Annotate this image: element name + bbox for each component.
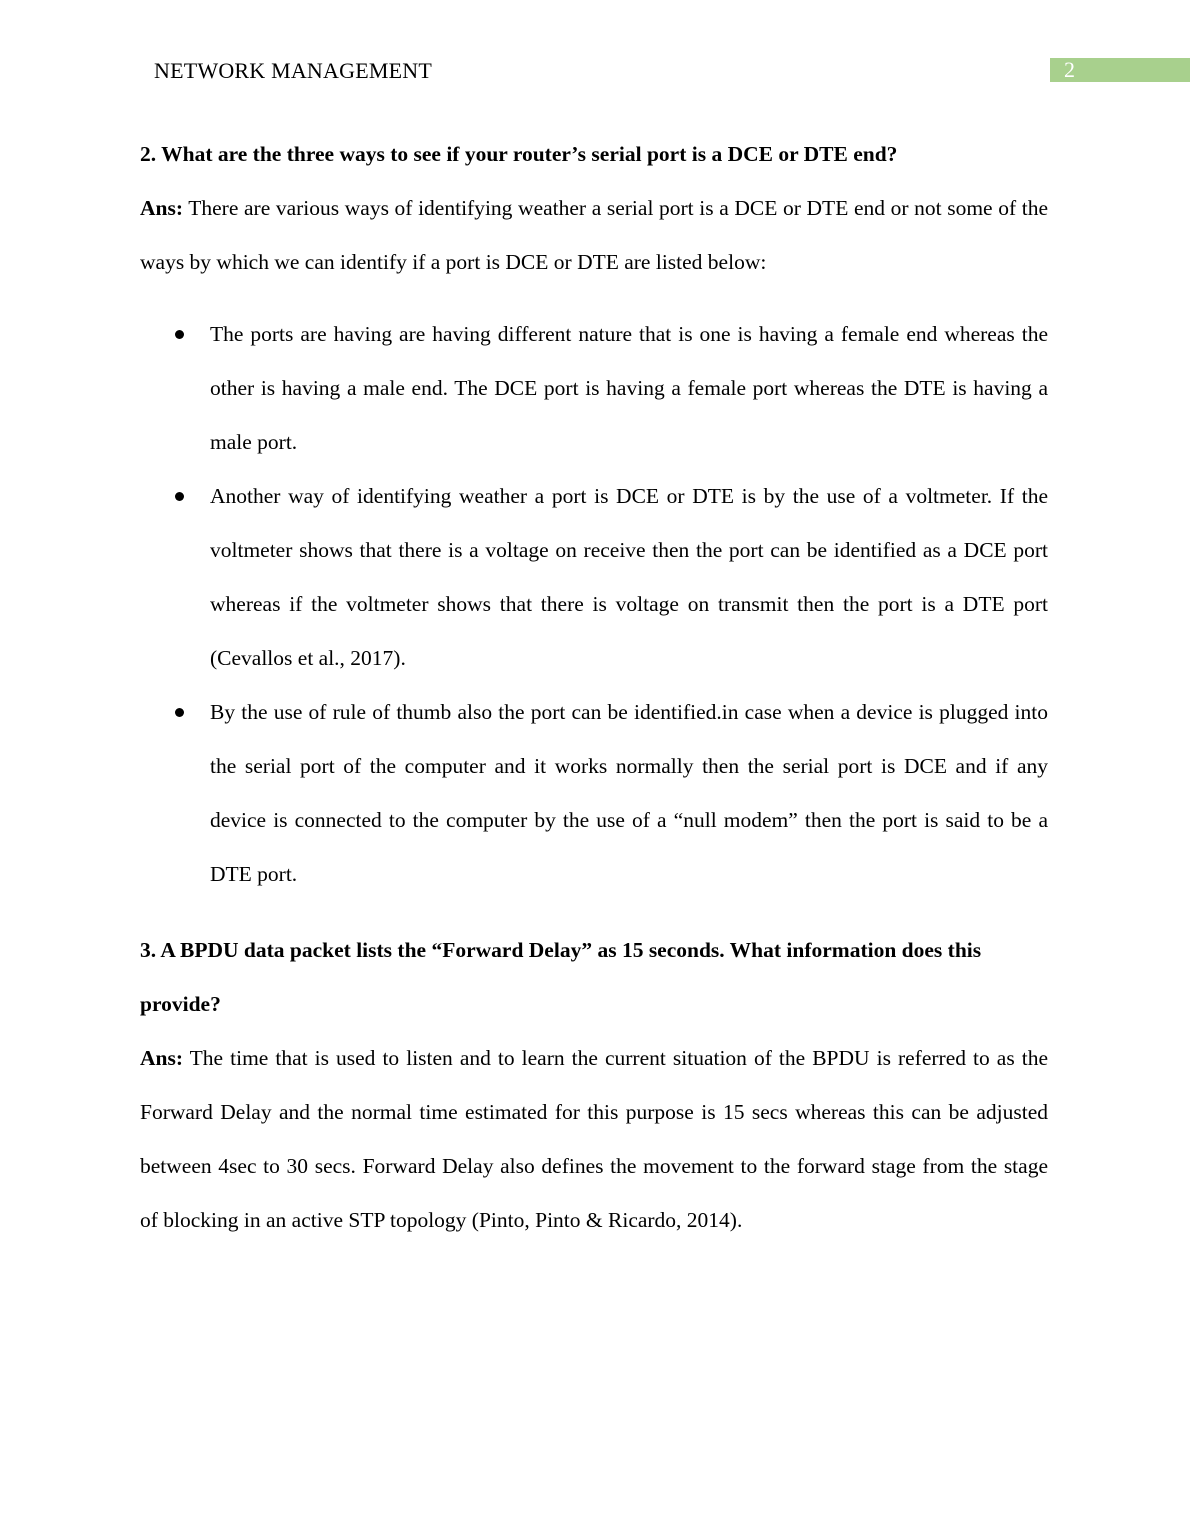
page-number: 2 <box>1064 57 1075 82</box>
answer-2-text: There are various ways of identifying weather a serial port is a DCE or DTE end or not some of the ways by which we can identify if a port is DCE or DTE are listed below: <box>140 196 1048 274</box>
bullet-icon <box>175 330 184 339</box>
answer-2-intro <box>140 181 1048 289</box>
answer-label: Ans: <box>140 196 184 220</box>
answer-3-text: The time that is used to listen and to learn the current situation of the BPDU is referred to as the Forward Delay and the normal time estimated for this purpose is 15 secs whereas this can be adjusted between 4sec to 30 secs. Forward Delay also defines the movement to the forward stage from the stage of blocking in an active STP topology (Pinto, Pinto & Ricardo, 2014). <box>140 1046 1048 1232</box>
answer-label: Ans: <box>140 1046 184 1070</box>
list-item <box>140 685 1048 901</box>
question-3-heading: 3. A BPDU data packet lists the “Forward Delay” as 15 seconds. What information does this provide? <box>140 938 982 1016</box>
bullet-icon <box>175 708 184 717</box>
question-2-heading: 2. What are the three ways to see if your router’s serial port is a DCE or DTE end? <box>140 142 898 166</box>
list-item-text: By the use of rule of thumb also the port can be identified.in case when a device is plugged into the serial port of the computer and it works normally then the serial port is DCE and if any device is connected to the computer by the use of a “null modem” then the port is said to be a DTE port. <box>210 700 1048 886</box>
running-head-title: NETWORK MANAGEMENT <box>154 58 432 83</box>
list-item-text: The ports are having are having different nature that is one is having a female end whereas the other is having a male end. The DCE port is having a female port whereas the DTE is having a male port. <box>210 322 1048 454</box>
list-item <box>140 469 1048 685</box>
ways-bullet-list <box>140 307 1048 901</box>
page-number-box <box>1050 58 1190 82</box>
bullet-icon <box>175 492 184 501</box>
answer-3-paragraph <box>140 1031 1048 1247</box>
document-body <box>140 127 1048 1247</box>
list-item-text: Another way of identifying weather a port is DCE or DTE is by the use of a voltmeter. If the voltmeter shows that there is a voltage on receive then the port can be identified as a DCE port whereas if the voltmeter shows that there is voltage on transmit then the port is a DTE port (Cevallos et al., 2017). <box>210 484 1048 670</box>
list-item <box>140 307 1048 469</box>
